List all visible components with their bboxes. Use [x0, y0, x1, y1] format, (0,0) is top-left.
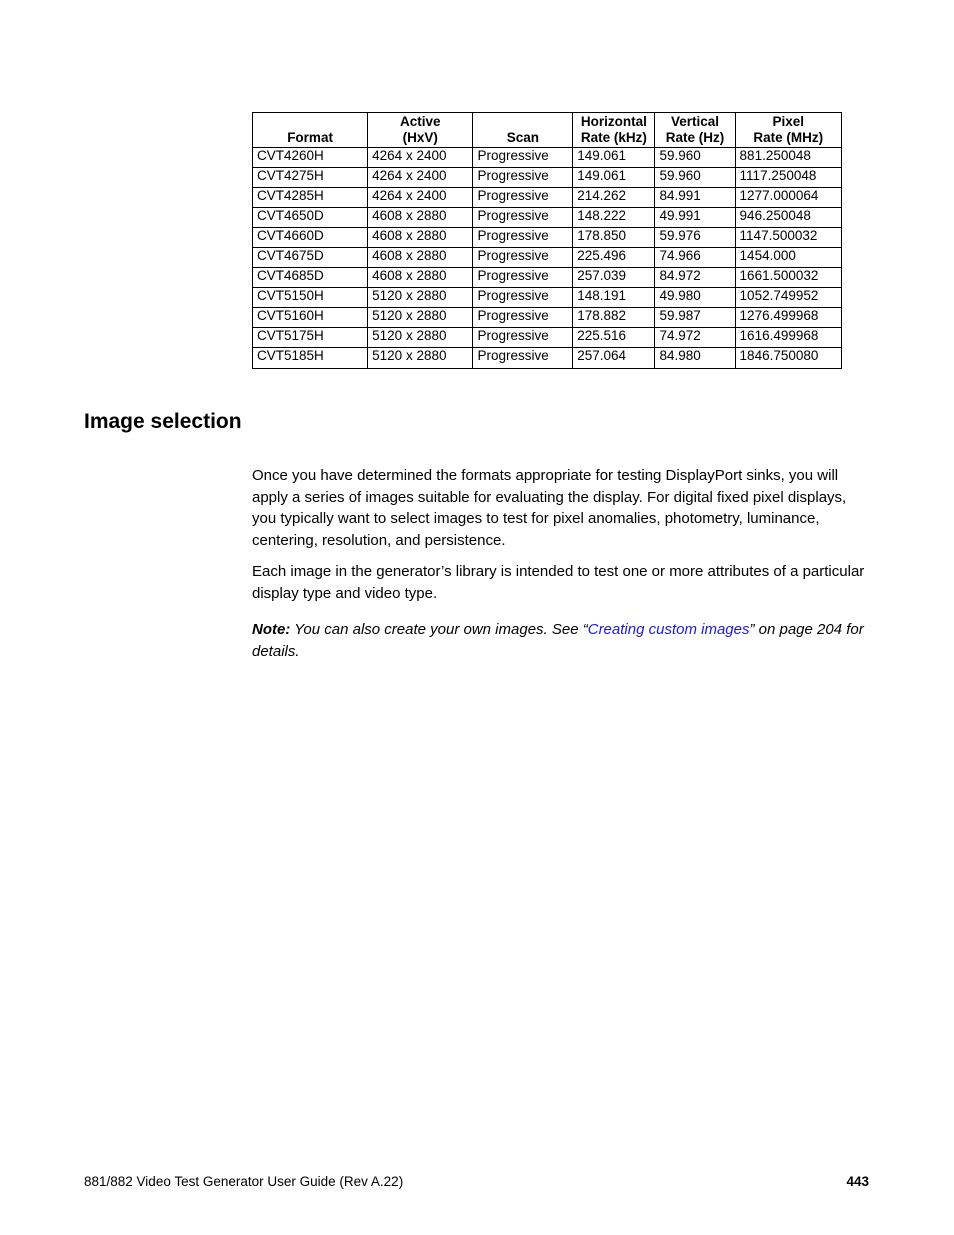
- table-header-row: [253, 113, 842, 148]
- cell-format: CVT5175H: [253, 328, 368, 348]
- cell-vertical-rate: 49.980: [655, 288, 735, 308]
- cell-format: CVT4650D: [253, 208, 368, 228]
- cell-scan: Progressive: [473, 228, 573, 248]
- cell-horizontal-rate: 149.061: [573, 168, 655, 188]
- cell-pixel-rate: 1277.000064: [735, 188, 841, 208]
- cell-format: CVT4275H: [253, 168, 368, 188]
- note-text-after: ” on page 204 for details.: [252, 621, 864, 660]
- cell-active: 4608 x 2880: [368, 208, 473, 228]
- video-format-table: [252, 112, 842, 369]
- cell-vertical-rate: 84.972: [655, 268, 735, 288]
- cell-scan: Progressive: [473, 348, 573, 369]
- section-heading: Image selection: [84, 410, 242, 433]
- table-row: [253, 168, 842, 188]
- cell-pixel-rate: 1052.749952: [735, 288, 841, 308]
- cell-format: CVT4660D: [253, 228, 368, 248]
- cell-active: 4264 x 2400: [368, 188, 473, 208]
- cell-horizontal-rate: 257.039: [573, 268, 655, 288]
- table-row: [253, 288, 842, 308]
- cell-vertical-rate: 59.960: [655, 168, 735, 188]
- note-label: Note:: [252, 621, 291, 638]
- cell-horizontal-rate: 257.064: [573, 348, 655, 369]
- cell-active: 5120 x 2880: [368, 328, 473, 348]
- cell-horizontal-rate: 149.061: [573, 148, 655, 168]
- cell-format: CVT5185H: [253, 348, 368, 369]
- cell-horizontal-rate: 225.516: [573, 328, 655, 348]
- cell-scan: Progressive: [473, 208, 573, 228]
- cell-pixel-rate: 1616.499968: [735, 328, 841, 348]
- cell-scan: Progressive: [473, 268, 573, 288]
- header-scan: Scan: [473, 113, 573, 148]
- table-row: [253, 188, 842, 208]
- cell-scan: Progressive: [473, 188, 573, 208]
- cell-pixel-rate: 1117.250048: [735, 168, 841, 188]
- footer-page-number: 443: [846, 1174, 869, 1189]
- cell-horizontal-rate: 214.262: [573, 188, 655, 208]
- table-row: [253, 308, 842, 328]
- header-horizontal-rate: Horizontal Rate (kHz): [573, 113, 655, 148]
- cell-active: 4264 x 2400: [368, 168, 473, 188]
- cell-vertical-rate: 49.991: [655, 208, 735, 228]
- cell-vertical-rate: 74.966: [655, 248, 735, 268]
- table-row: [253, 328, 842, 348]
- cell-vertical-rate: 84.980: [655, 348, 735, 369]
- cell-vertical-rate: 59.960: [655, 148, 735, 168]
- header-active: Active (HxV): [368, 113, 473, 148]
- cell-horizontal-rate: 178.850: [573, 228, 655, 248]
- cell-horizontal-rate: 178.882: [573, 308, 655, 328]
- paragraph-formats-intro: Once you have determined the formats appropriate for testing DisplayPort sinks, you will apply a series of images suitable for evaluating the display. For digital fixed pixel displays, you typically want to select images to test for pixel anomalies, photometry, luminance, centering, resolution, and persistence.: [252, 467, 847, 550]
- cell-horizontal-rate: 148.191: [573, 288, 655, 308]
- header-format: Format: [253, 113, 368, 148]
- cell-scan: Progressive: [473, 308, 573, 328]
- note-text-before: You can also create your own images. See “: [290, 621, 588, 638]
- table-row: [253, 268, 842, 288]
- table-row: [253, 248, 842, 268]
- cell-format: CVT4260H: [253, 148, 368, 168]
- cell-pixel-rate: 1147.500032: [735, 228, 841, 248]
- cell-pixel-rate: 946.250048: [735, 208, 841, 228]
- header-vertical-rate: Vertical Rate (Hz): [655, 113, 735, 148]
- cell-active: 5120 x 2880: [368, 348, 473, 369]
- cell-pixel-rate: 1454.000: [735, 248, 841, 268]
- cell-scan: Progressive: [473, 148, 573, 168]
- cell-scan: Progressive: [473, 168, 573, 188]
- cell-vertical-rate: 74.972: [655, 328, 735, 348]
- cell-pixel-rate: 1276.499968: [735, 308, 841, 328]
- cell-vertical-rate: 59.987: [655, 308, 735, 328]
- cell-pixel-rate: 1846.750080: [735, 348, 841, 369]
- cell-pixel-rate: 881.250048: [735, 148, 841, 168]
- cell-format: CVT4685D: [253, 268, 368, 288]
- table-row: [253, 228, 842, 248]
- cell-scan: Progressive: [473, 248, 573, 268]
- cell-vertical-rate: 84.991: [655, 188, 735, 208]
- cell-horizontal-rate: 148.222: [573, 208, 655, 228]
- table-row: [253, 148, 842, 168]
- cell-format: CVT4285H: [253, 188, 368, 208]
- cell-active: 5120 x 2880: [368, 288, 473, 308]
- cell-scan: Progressive: [473, 328, 573, 348]
- table-row: [253, 208, 842, 228]
- cell-active: 4264 x 2400: [368, 148, 473, 168]
- cell-format: CVT4675D: [253, 248, 368, 268]
- cell-scan: Progressive: [473, 288, 573, 308]
- cell-active: 5120 x 2880: [368, 308, 473, 328]
- paragraph-image-library: Each image in the generator’s library is intended to test one or more attributes of a particular display type and video type.: [252, 563, 865, 602]
- creating-custom-images-link[interactable]: Creating custom images: [587, 621, 750, 638]
- table-row: [253, 348, 842, 369]
- cell-active: 4608 x 2880: [368, 228, 473, 248]
- cell-format: CVT5160H: [253, 308, 368, 328]
- cell-active: 4608 x 2880: [368, 268, 473, 288]
- cell-format: CVT5150H: [253, 288, 368, 308]
- note-block: [252, 619, 872, 662]
- cell-horizontal-rate: 225.496: [573, 248, 655, 268]
- cell-pixel-rate: 1661.500032: [735, 268, 841, 288]
- header-pixel-rate: Pixel Rate (MHz): [735, 113, 841, 148]
- footer-document-title: 881/882 Video Test Generator User Guide (Rev A.22): [84, 1174, 404, 1189]
- cell-active: 4608 x 2880: [368, 248, 473, 268]
- cell-vertical-rate: 59.976: [655, 228, 735, 248]
